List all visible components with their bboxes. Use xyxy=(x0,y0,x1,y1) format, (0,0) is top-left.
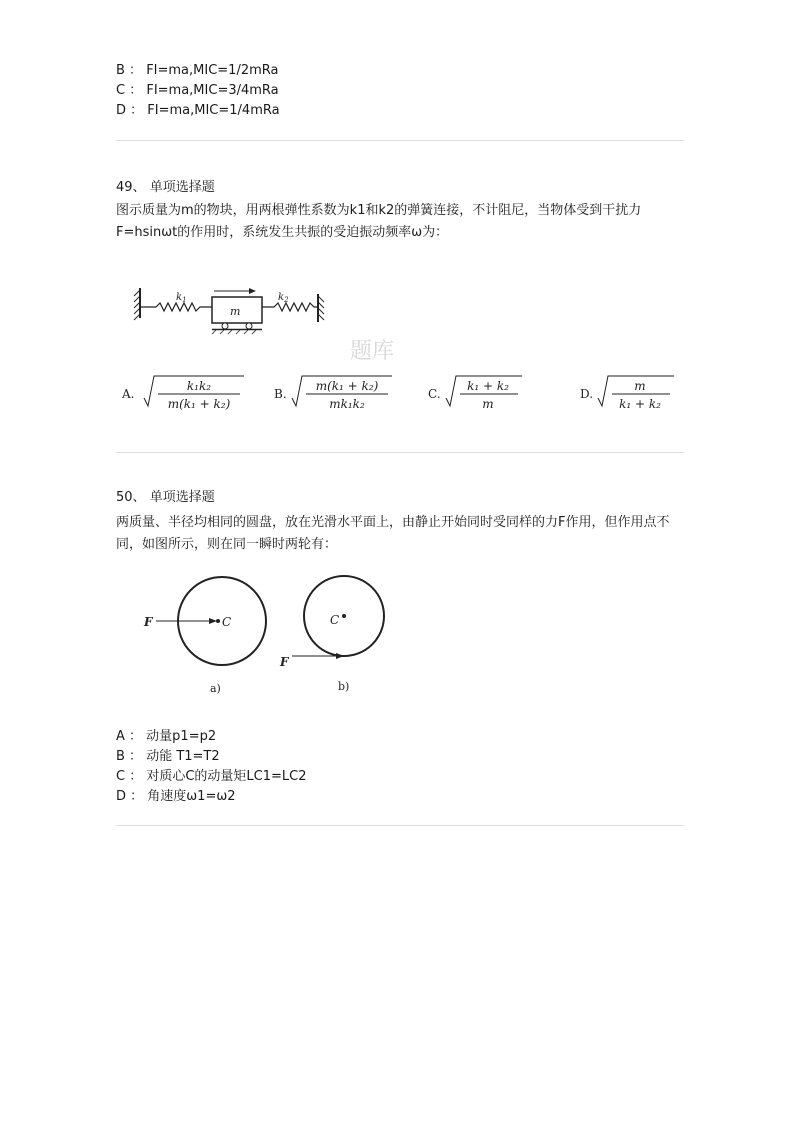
svg-text:D.: D. xyxy=(580,387,594,401)
option-c[interactable]: C ： 对质心C的动量矩LC1=LC2 xyxy=(116,769,307,784)
spring-k1-label: $k_1$ xyxy=(176,292,187,304)
question-number: 49 xyxy=(116,180,133,195)
caption-a: a) xyxy=(210,682,221,695)
option-text: FI=ma,MIC=1/2mRa xyxy=(146,63,279,78)
formula-option-c xyxy=(428,376,522,411)
formula-option-d xyxy=(580,376,674,411)
center-label-a: C xyxy=(222,615,232,629)
separator xyxy=(116,825,684,826)
option-letter: B xyxy=(116,749,125,764)
svg-text:mk₁k₂: mk₁k₂ xyxy=(329,397,365,411)
svg-text:k₁ + k₂: k₁ + k₂ xyxy=(467,379,509,393)
svg-text:k₁ + k₂: k₁ + k₂ xyxy=(619,397,661,411)
svg-text:m(k₁ + k₂): m(k₁ + k₂) xyxy=(167,397,231,411)
spring-k2-label: $k_2$ xyxy=(278,292,289,304)
option-letter: C xyxy=(116,769,126,784)
question-49-header: 49、 单项选择题 xyxy=(116,180,215,195)
svg-text:m: m xyxy=(482,397,494,411)
formula-option-b xyxy=(274,376,392,411)
caption-b: b) xyxy=(338,680,350,693)
formula-option-a xyxy=(121,376,244,411)
force-label-a: F xyxy=(144,615,153,629)
option-text: FI=ma,MIC=1/4mRa xyxy=(147,103,280,118)
option-letter: A xyxy=(116,729,125,744)
option-text: 动量p1=p2 xyxy=(146,729,217,744)
option-b[interactable]: B ： 动能 T1=T2 xyxy=(116,749,220,764)
center-label-b: C xyxy=(330,613,340,627)
separator xyxy=(116,452,684,453)
option-letter: B xyxy=(116,63,125,78)
option-text: 对质心C的动量矩LC1=LC2 xyxy=(146,769,307,784)
mass-label: m xyxy=(230,305,241,318)
question-50-header: 50、 单项选择题 xyxy=(116,490,215,505)
option-letter: D xyxy=(116,789,127,804)
option-letter: D xyxy=(116,103,127,118)
option-text: FI=ma,MIC=3/4mRa xyxy=(146,83,279,98)
option-letter: C xyxy=(116,83,126,98)
svg-text:C.: C. xyxy=(428,387,441,401)
question-49-figure xyxy=(116,280,686,425)
option-text: 动能 T1=T2 xyxy=(146,749,220,764)
option-b[interactable]: B ： FI=ma,MIC=1/2mRa xyxy=(116,63,279,78)
svg-text:m: m xyxy=(634,379,646,393)
option-text: 角速度ω1=ω2 xyxy=(147,789,236,804)
svg-text:A.: A. xyxy=(122,387,135,401)
svg-text:m(k₁ + k₂): m(k₁ + k₂) xyxy=(315,379,379,393)
option-d[interactable]: D ： FI=ma,MIC=1/4mRa xyxy=(116,103,280,118)
force-label-b: F xyxy=(280,655,289,669)
option-d[interactable]: D ： 角速度ω1=ω2 xyxy=(116,789,236,804)
question-50-stem: 两质量、半径均相同的圆盘，放在光滑水平面上，由静止开始同时受同样的力F作用，但作用点不同，如图所示，则在同一瞬时两轮有： xyxy=(116,515,670,552)
question-type: 单项选择题 xyxy=(149,490,215,505)
question-50-figure xyxy=(130,570,410,705)
question-number: 50 xyxy=(116,490,133,505)
question-49-stem: 图示质量为m的物块，用两根弹性系数为k1和k2的弹簧连接，不计阻尼，当物体受到干扰力F=hsinωt的作用时，系统发生共振的受迫振动频率ω为： xyxy=(116,203,642,240)
watermark: 题库 xyxy=(350,339,395,364)
svg-text:k₁k₂: k₁k₂ xyxy=(186,379,212,393)
question-type: 单项选择题 xyxy=(149,180,215,195)
option-c[interactable]: C ： FI=ma,MIC=3/4mRa xyxy=(116,83,279,98)
option-a[interactable]: A ： 动量p1=p2 xyxy=(116,729,217,744)
separator xyxy=(116,140,684,141)
svg-text:B.: B. xyxy=(274,387,287,401)
